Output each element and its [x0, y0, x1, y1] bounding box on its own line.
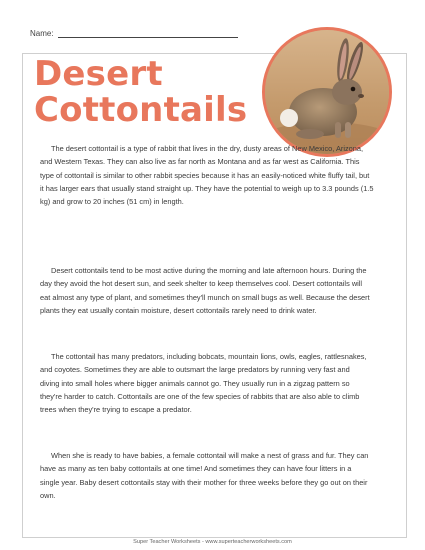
page-title — [34, 56, 247, 128]
rabbit-photo — [262, 27, 392, 157]
name-label: Name: — [30, 29, 54, 38]
rabbit-illustration — [265, 30, 389, 154]
name-input-line[interactable] — [58, 37, 238, 38]
paragraph-3: The cottontail has many predators, including bobcats, mountain lions, owls, eagles, rattlesnakes, and coyotes. Sometimes they are able to outsmart the large predators by running very fast and diving into small holes where bigger animals cannot go. They usually run in a zigzag pattern so they're harder to catch. Cottontails are one of the few species of rabbits that are also able to climb trees when they're trying to escape a predator. — [40, 352, 367, 415]
paragraph-1: The desert cottontail is a type of rabbit that lives in the dry, dusty areas of New Mexico, Arizona, and Western Texas. They can also live as far north as Montana and as far west as California. This type of cottontail is similar to other rabbit species because it has an easily-noticed white fluffy tail, but it has larger ears that usually stand straight up. They have the potential to weigh up to 3.3 pounds (1.5 kg) and grow to 20 inches (51 cm) in length. — [40, 144, 374, 207]
paragraph-4: When she is ready to have babies, a female cottontail will make a nest of grass and fur. They can have as many as ten baby cottontails at one time! And sometimes they can have four litters in a single year. Baby desert cottontails stay with their mother for three weeks before they go out on their own. — [40, 451, 369, 500]
paragraph-2: Desert cottontails tend to be most active during the morning and late afternoon hours. During the day they avoid the hot desert sun, and seek shelter to keep themselves cool. Desert cottontails will eat almost any type of plant, and sometimes they'll munch on small bugs as well. Because the desert plants they eat usually contain moisture, desert cottontails rarely need to drink water. — [40, 266, 370, 315]
footer-credit: Super Teacher Worksheets - www.superteacherworksheets.com — [133, 539, 292, 545]
title-line-1: Desert — [34, 54, 163, 94]
title-line-2: Cottontails — [34, 90, 248, 130]
